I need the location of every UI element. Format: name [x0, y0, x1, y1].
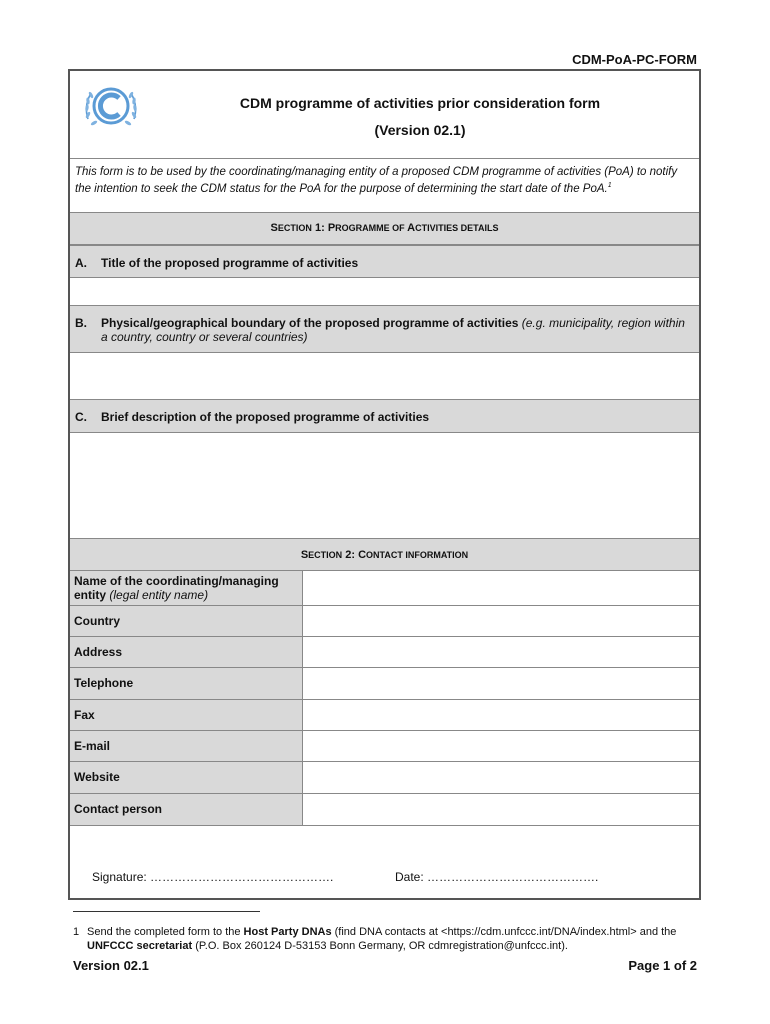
country-label: Country	[70, 606, 303, 636]
contact-row-telephone	[70, 668, 699, 700]
question-a-header: A. Title of the proposed programme of activities	[70, 245, 699, 278]
contact-row-country	[70, 606, 699, 637]
email-input[interactable]	[304, 731, 699, 761]
entity-label: Name of the coordinating/managing entity (legal entity name)	[70, 571, 303, 605]
date-field[interactable]: Date: …………………………………….	[395, 870, 599, 884]
boundary-answer-field[interactable]	[70, 353, 699, 399]
contact-row-entity	[70, 571, 699, 606]
entity-input[interactable]	[304, 571, 699, 605]
form-version: (Version 02.1)	[374, 122, 466, 138]
question-c-header: C. Brief description of the proposed programme of activities	[70, 399, 699, 433]
contact-person-input[interactable]	[304, 794, 699, 825]
contact-person-label: Contact person	[70, 794, 303, 825]
website-input[interactable]	[304, 762, 699, 793]
footer-version: Version 02.1	[73, 958, 149, 973]
form-frame	[68, 69, 701, 900]
contact-row-fax	[70, 700, 699, 731]
telephone-label: Telephone	[70, 668, 303, 699]
intro-text: This form is to be used by the coordinating/managing entity of a proposed CDM programme of activities (PoA) to notify the intention to seek the CDM status for the PoA for the purpose of determining the start date of the PoA.$^1$	[75, 166, 678, 195]
description-answer-field[interactable]	[70, 433, 699, 538]
country-input[interactable]	[304, 606, 699, 636]
contact-row-email	[70, 731, 699, 762]
unfccc-logo-icon	[80, 79, 142, 141]
footnote-ref: 1	[607, 182, 612, 189]
section-2-heading: SECTION 2: CONTACT INFORMATION	[70, 538, 699, 571]
website-label: Website	[70, 762, 303, 793]
telephone-input[interactable]	[304, 668, 699, 699]
email-label: E-mail	[70, 731, 303, 761]
fax-input[interactable]	[304, 700, 699, 730]
contact-row-address	[70, 637, 699, 668]
form-title: CDM programme of activities prior consideration form	[239, 95, 601, 111]
fax-label: Fax	[70, 700, 303, 730]
title-answer-field[interactable]	[70, 278, 699, 305]
address-label: Address	[70, 637, 303, 667]
contact-row-website	[70, 762, 699, 794]
form-header	[70, 71, 699, 159]
contact-row-contact-person	[70, 794, 699, 826]
address-input[interactable]	[304, 637, 699, 667]
signature-field[interactable]: Signature: ……………………………………….	[92, 870, 334, 884]
footer-page-number: Page 1 of 2	[628, 958, 697, 973]
form-code: CDM-PoA-PC-FORM	[572, 52, 697, 67]
question-b-header: B. Physical/geographical boundary of the proposed programme of activities (e.g. municipality, region within a country, country or several countries)	[70, 305, 699, 353]
footnote-divider	[73, 911, 260, 912]
section-1-heading: SECTION 1: PROGRAMME OF ACTIVITIES DETAILS	[70, 212, 699, 245]
